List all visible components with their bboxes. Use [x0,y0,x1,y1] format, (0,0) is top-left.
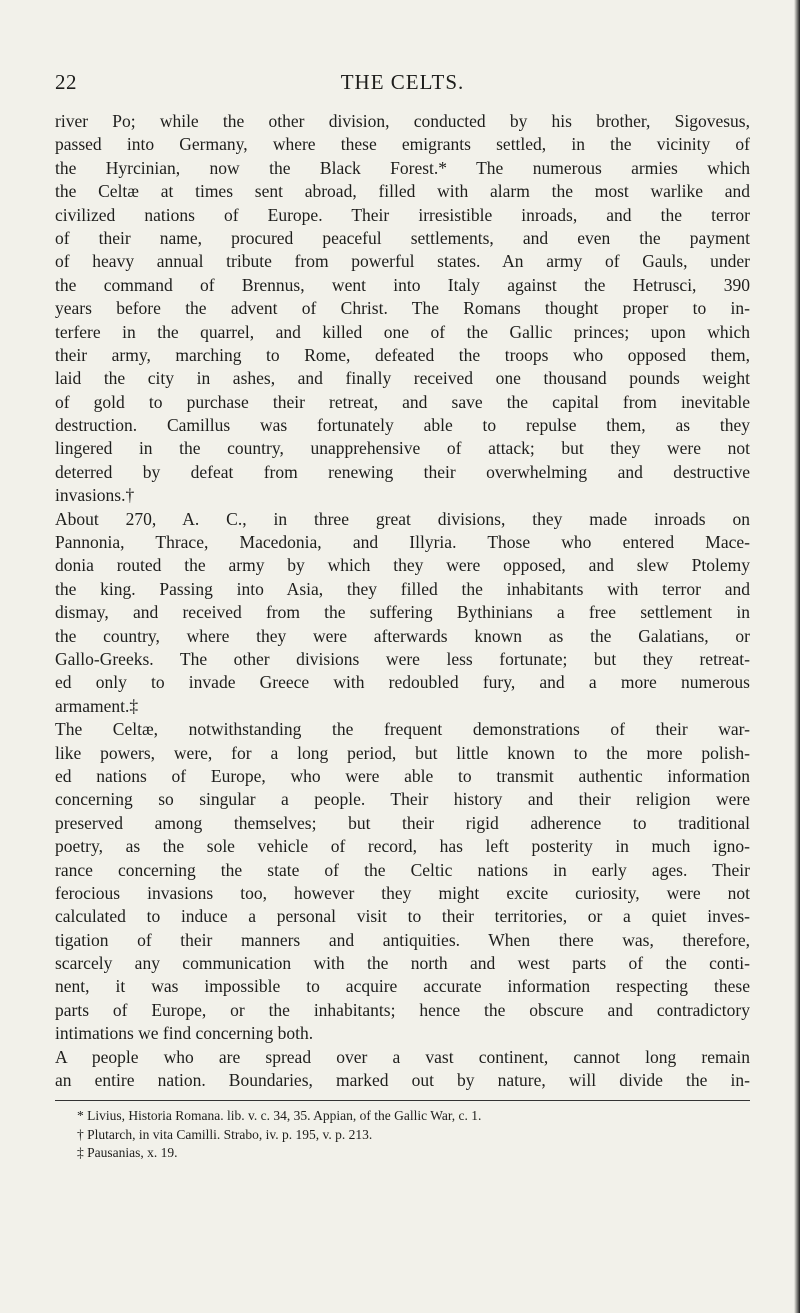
text-line: A people who are spread over a vast continent, cannot long remain [55,1046,750,1067]
page-edge-shadow [794,0,800,1313]
text-line: destruction. Camillus was fortunately able to repulse them, as they [55,415,750,436]
text-line: river Po; while the other division, conducted by his brother, Sigovesus, [55,111,750,131]
text-line: years before the advent of Christ. The Romans thought proper to in- [55,298,750,319]
text-line: dismay, and received from the suffering Bythinians a free settlement in [55,602,750,623]
footnote: † Plutarch, in vita Camilli. Strabo, iv. p. 195, v. p. 213. [77,1126,373,1142]
text-line: their army, marching to Rome, defeated the troops who opposed them, [55,344,750,365]
text-line: concerning so singular a people. Their history and their religion were [55,789,750,810]
text-line: the king. Passing into Asia, they filled the inhabitants with terror and [55,578,750,599]
text-line: of heavy annual tribute from powerful states. An army of Gauls, under [55,251,750,272]
text-line: the Celtæ at times sent abroad, filled with alarm the most warlike and [55,181,750,202]
text-line: invasions.† [55,485,135,506]
text-line: the country, where they were afterwards known as the Galatians, or [55,625,750,646]
text-line: intimations we find concerning both. [55,1023,314,1044]
text-line: Gallo-Greeks. The other divisions were less fortunate; but they retreat- [55,648,750,669]
text-line: tigation of their manners and antiquities. When there was, therefore, [55,929,750,950]
text-line: calculated to induce a personal visit to their territories, or a quiet inves- [55,906,750,927]
text-line: deterred by defeat from renewing their overwhelming and destructive [55,461,750,482]
text-line: like powers, were, for a long period, but little known to the more polish- [55,742,750,763]
footnote: ‡ Pausanias, x. 19. [77,1145,178,1160]
text-line: poetry, as the sole vehicle of record, has left posterity in much igno- [55,836,750,857]
page-number: 22 [55,70,77,94]
body-text [55,110,750,1092]
text-line: an entire nation. Boundaries, marked out by nature, will divide the in- [55,1070,750,1091]
text-line: nent, it was impossible to acquire accurate information respecting these [55,976,750,997]
text-line: of gold to purchase their retreat, and save the capital from inevitable [55,391,750,412]
text-line: passed into Germany, where these emigrants settled, in the vicinity of [55,134,750,155]
text-line: of their name, procured peaceful settlements, and even the payment [55,227,750,248]
text-line: rance concerning the state of the Celtic nations in early ages. Their [55,859,750,880]
text-line: Pannonia, Thrace, Macedonia, and Illyria. Those who entered Mace- [55,532,750,553]
text-line: armament.‡ [55,695,139,716]
text-line: the Hyrcinian, now the Black Forest.* The numerous armies which [55,157,750,178]
text-line: scarcely any communication with the north and west parts of the conti- [55,953,750,974]
text-line: ed nations of Europe, who were able to transmit authentic information [55,765,750,786]
footnotes [55,1107,750,1163]
page-header [55,70,750,100]
text-line: About 270, A. C., in three great divisions, they made inroads on [55,508,750,529]
text-line: laid the city in ashes, and finally received one thousand pounds weight [55,368,750,389]
text-line: The Celtæ, notwithstanding the frequent demonstrations of their war- [55,719,750,740]
text-line: the command of Brennus, went into Italy against the Hetrusci, 390 [55,274,750,295]
text-line: ed only to invade Greece with redoubled fury, and a more numerous [55,672,750,693]
text-line: lingered in the country, unapprehensive of attack; but they were not [55,438,750,459]
text-line: parts of Europe, or the inhabitants; hence the obscure and contradictory [55,999,750,1020]
footnote-divider [55,1100,750,1101]
footnote: * Livius, Historia Romana. lib. v. c. 34, 35. Appian, of the Gallic War, c. 1. [77,1108,482,1123]
running-head: THE CELTS. [340,70,465,94]
text-line: ferocious invasions too, however they might excite curiosity, were not [55,882,750,903]
text-line: donia routed the army by which they were opposed, and slew Ptolemy [55,555,750,576]
text-line: preserved among themselves; but their rigid adherence to traditional [55,812,750,833]
text-line: civilized nations of Europe. Their irresistible inroads, and the terror [55,204,750,225]
text-line: terfere in the quarrel, and killed one of the Gallic princes; upon which [55,321,750,342]
